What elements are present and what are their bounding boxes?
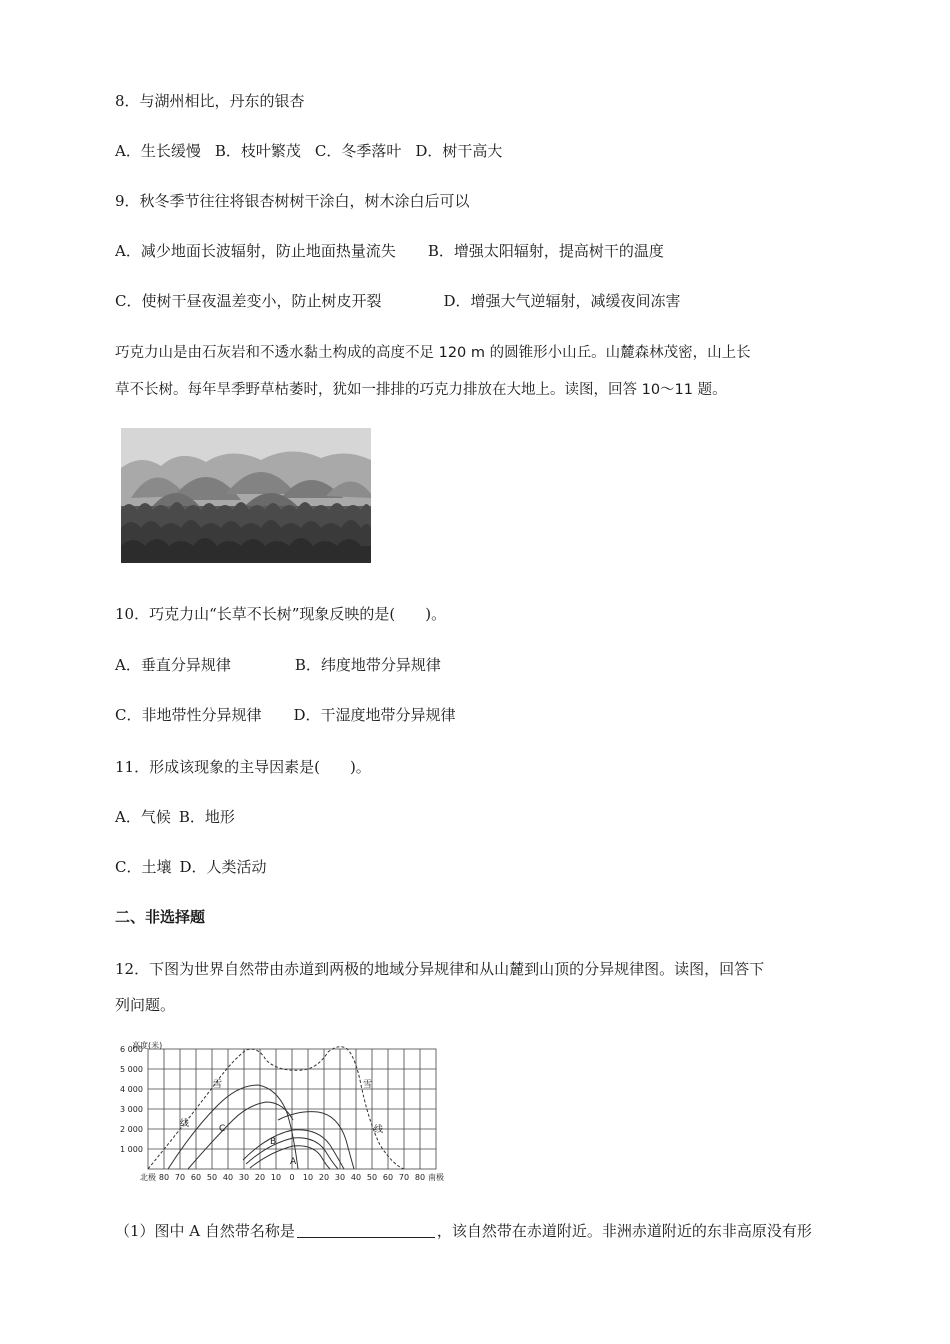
q8-option-a[interactable]: A．生长缓慢 [115,142,201,160]
x-tick-label: 80 [414,1173,426,1182]
q12-sub1 [115,1221,812,1241]
answer-blank[interactable] [297,1221,435,1238]
x-tick-label: 60 [382,1173,394,1182]
y-tick-label: 6 000 [120,1045,143,1054]
passage-line-1: 巧克力山是由石灰岩和不透水黏土构成的高度不足 120 m 的圆锥形小山丘。山麓森林茂密，山上长 [115,345,751,361]
q8-option-c[interactable]: C．冬季落叶 [314,142,402,160]
x-tick-label: 20 [254,1173,266,1182]
q11-options-row2 [115,857,267,877]
y-tick-label: 4 000 [120,1085,143,1094]
label-zone-b: B [270,1137,277,1147]
passage-line-2: 草不长树。每年旱季野草枯萎时，犹如一排排的巧克力排放在大地上。读图，回答 10～11 题。 [115,382,727,398]
q10-option-d[interactable]: D．干湿度地带分异规律 [293,706,456,724]
x-tick-label: 50 [206,1173,218,1182]
x-tick-label: 70 [174,1173,186,1182]
x-tick-label: 70 [398,1173,410,1182]
x-tick-label: 0 [289,1173,295,1182]
label-snow-left: 雪 [213,1080,223,1090]
label-line-right: 线 [374,1125,384,1135]
label-snow-right: 雪 [363,1080,373,1090]
q8-option-b[interactable]: B．枝叶繁茂 [214,142,301,160]
label-zone-a: A [290,1157,297,1167]
q9-option-d[interactable]: D．增强大气逆辐射，减缓夜间冻害 [443,292,681,310]
x-tick-label: 20 [318,1173,330,1182]
x-tick-label: 北极 [140,1173,156,1182]
q11-option-d[interactable]: D．人类活动 [179,858,267,876]
q12-sub1-after: ，该自然带在赤道附近。非洲赤道附近的东非高原没有形 [436,1222,812,1240]
x-tick-label: 30 [334,1173,346,1182]
label-zone-c: C [219,1124,226,1134]
q11-option-a[interactable]: A．气候 [115,808,171,826]
q12-line-1: 12．下图为世界自然带由赤道到两极的地域分异规律和从山麓到山顶的分异规律图。读图，回答下 [115,960,765,978]
q8-options [115,141,502,161]
y-tick-label: 2 000 [120,1125,143,1134]
q11-stem: 11．形成该现象的主导因素是( )。 [115,758,371,776]
x-tick-label: 80 [158,1173,170,1182]
chocolate-hills-illustration [121,428,371,563]
diagram-svg [118,1040,470,1182]
q10-options-row1 [115,655,441,675]
q9-option-b[interactable]: B．增强太阳辐射，提高树干的温度 [427,242,664,260]
q12-sub1-before: （1）图中 A 自然带名称是 [115,1222,295,1240]
y-tick-label: 3 000 [120,1105,143,1114]
x-tick-label: 60 [190,1173,202,1182]
x-tick-label: 10 [302,1173,314,1182]
q8-stem: 8．与湖州相比，丹东的银杏 [115,92,305,110]
x-tick-label: 40 [350,1173,362,1182]
q10-option-b[interactable]: B．纬度地带分异规律 [294,656,441,674]
x-tick-label: 30 [238,1173,250,1182]
q11-option-c[interactable]: C．土壤 [115,858,172,876]
x-tick-label: 10 [270,1173,282,1182]
natural-zone-diagram [118,1040,470,1186]
q10-stem: 10．巧克力山“长草不长树”现象反映的是( )。 [115,605,447,623]
q11-option-b[interactable]: B．地形 [178,808,235,826]
chocolate-hills-photo [121,428,371,563]
x-tick-label: 50 [366,1173,378,1182]
y-axis-title: 高度(米) [132,1041,163,1050]
q9-option-a[interactable]: A．减少地面长波辐射，防止地面热量流失 [115,242,396,260]
q10-options-row2 [115,705,456,725]
q8-option-d[interactable]: D．树干高大 [415,142,503,160]
x-tick-label: 40 [222,1173,234,1182]
q12-line-2: 列问题。 [115,996,176,1014]
q9-option-c[interactable]: C．使树干昼夜温差变小，防止树皮开裂 [115,292,382,310]
y-tick-label: 5 000 [120,1065,143,1074]
q9-options-row1 [115,241,664,261]
y-tick-label: 1 000 [120,1145,143,1154]
x-tick-label: 南极 [428,1173,444,1182]
q11-options-row1 [115,807,235,827]
q9-options-row2 [115,291,681,311]
q10-option-c[interactable]: C．非地带性分异规律 [115,706,262,724]
q10-option-a[interactable]: A．垂直分异规律 [115,656,231,674]
q9-stem: 9．秋冬季节往往将银杏树树干涂白，树木涂白后可以 [115,192,470,210]
section-title: 二、非选择题 [115,908,206,926]
label-line-left: 线 [180,1119,190,1129]
